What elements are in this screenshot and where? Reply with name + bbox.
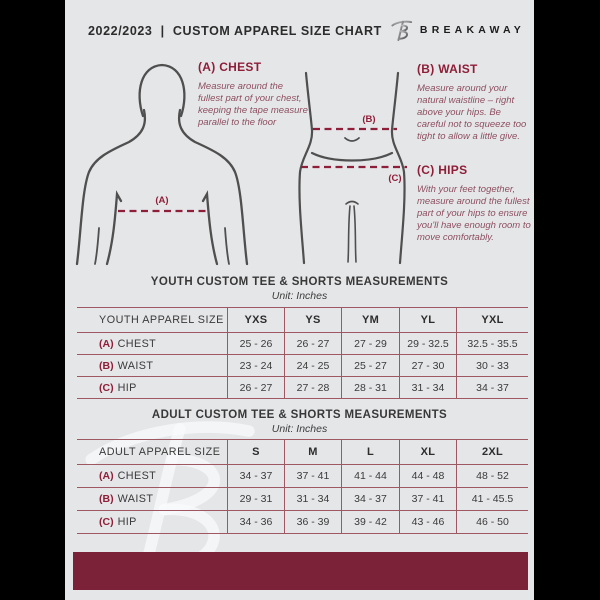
measurement-cell: 25 - 26 [227,333,284,354]
measurement-cell: 30 - 33 [456,355,528,376]
row-label: (A) CHEST [99,470,157,482]
measurement-cell: 34 - 37 [341,488,399,510]
table-row [77,355,528,377]
row-marker: (A) [99,337,114,350]
measurement-cell: 37 - 41 [284,465,341,487]
youth-size-table [77,307,528,399]
row-marker: (C) [99,516,114,528]
size-chart-page [65,0,534,600]
waistband-curve [312,153,392,161]
row-label: (B) WAIST [99,493,154,505]
row-marker: (B) [99,493,114,505]
row-marker: (C) [99,381,114,394]
row-label: (C) HIP [99,381,137,394]
measurement-cell: 46 - 50 [456,511,528,533]
measurement-cell: 29 - 32.5 [399,333,456,354]
measurement-cell: 41 - 45.5 [456,488,528,510]
table-row [77,377,528,398]
table-header-row [77,308,528,333]
measurement-cell: 34 - 37 [456,377,528,398]
measurement-cell: 36 - 39 [284,511,341,533]
brand-lockup [391,17,525,43]
table-row [77,465,528,488]
size-column-header: YS [284,308,341,332]
measurement-cell: 48 - 52 [456,465,528,487]
size-column-header: XL [399,440,456,464]
lower-body-measurement-diagram [297,50,417,280]
hips-guide-heading: (C) HIPS [417,163,468,177]
youth-table-unit: Unit: Inches [271,290,328,302]
size-column-header: YXS [227,308,284,332]
measurement-cell: 39 - 42 [341,511,399,533]
row-marker: (A) [99,470,114,482]
size-column-header: L [341,440,399,464]
measurement-cell: 44 - 48 [399,465,456,487]
youth-table-title: YOUTH CUSTOM TEE & SHORTS MEASUREMENTS [150,276,449,288]
adult-size-header: ADULT APPAREL SIZE [99,446,221,458]
chest-marker-label: (A) [155,195,169,206]
table-row [77,511,528,533]
chest-guide [198,60,310,129]
measurement-cell: 37 - 41 [399,488,456,510]
size-column-header: YM [341,308,399,332]
size-column-header: M [284,440,341,464]
table-row [77,488,528,511]
row-label: (B) WAIST [99,359,154,372]
measurement-cell: 31 - 34 [284,488,341,510]
measurement-cell: 41 - 44 [341,465,399,487]
measurement-cell: 34 - 37 [227,465,284,487]
hips-guide-text: With your feet together, measure around the fullest part of your hips to ensure you'll have enough room to move comfortably. [417,184,531,244]
chest-guide-heading: (A) CHEST [198,60,262,74]
head-outline [140,65,185,116]
waist-guide [417,62,530,143]
waist-guide-heading: (B) WAIST [417,62,478,76]
brand-name: BREAKAWAY [419,24,525,36]
measurement-cell: 26 - 27 [284,333,341,354]
measurement-cell: 25 - 27 [341,355,399,376]
measurement-cell: 31 - 34 [399,377,456,398]
hips-guide [417,163,534,244]
size-column-header: 2XL [456,440,528,464]
size-column-header: S [227,440,284,464]
chest-guide-text: Measure around the fullest part of your chest, keeping the tape measure parallel to the floor [198,81,308,129]
measurement-cell: 28 - 31 [341,377,399,398]
measurement-cell: 27 - 30 [399,355,456,376]
youth-size-header: YOUTH APPAREL SIZE [99,314,224,326]
measurement-cell: 27 - 28 [284,377,341,398]
navel-mark [345,138,359,141]
adult-table-unit: Unit: Inches [271,423,328,435]
size-column-header: YXL [456,308,528,332]
measurement-cell: 29 - 31 [227,488,284,510]
measurement-cell: 34 - 36 [227,511,284,533]
adult-table-title: ADULT CUSTOM TEE & SHORTS MEASUREMENTS [151,409,448,421]
row-label: (A) CHEST [99,337,157,350]
table-header-row [77,440,528,465]
size-column-header: YL [399,308,456,332]
row-marker: (B) [99,359,114,372]
measurement-cell: 24 - 25 [284,355,341,376]
measurement-cell: 27 - 29 [341,333,399,354]
hips-marker-label: (C) [388,173,402,184]
row-label: (C) HIP [99,516,137,528]
measurement-cell: 32.5 - 35.5 [456,333,528,354]
waist-guide-text: Measure around your natural waistline – right above your hips. Be careful not to squeeze too tight to allow a little give. [417,83,527,143]
breakaway-logo-icon [391,17,413,43]
adult-size-table [77,439,528,534]
table-row [77,333,528,355]
measurement-cell: 23 - 24 [227,355,284,376]
waist-marker-label: (B) [362,114,376,125]
measurement-cell: 43 - 46 [399,511,456,533]
measurement-cell: 26 - 27 [227,377,284,398]
document-title: 2022/2023 | CUSTOM APPAREL SIZE CHART [88,24,382,38]
footer-bar [73,552,528,590]
